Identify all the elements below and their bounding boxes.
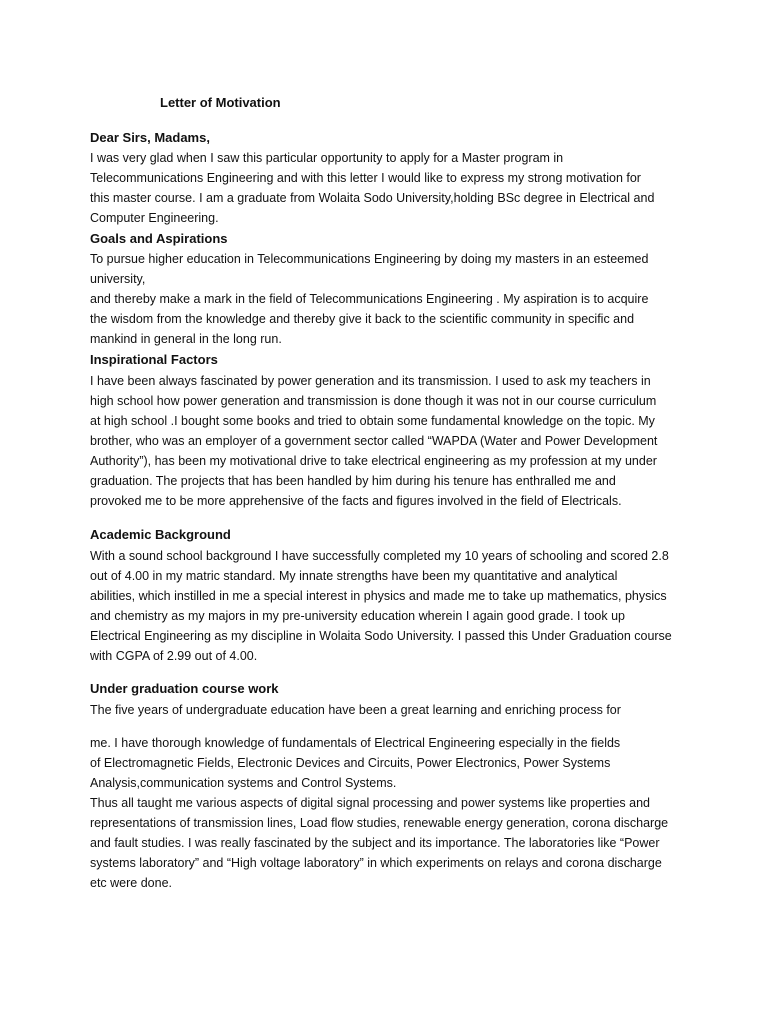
section-heading-goals: Goals and Aspirations <box>90 231 228 246</box>
paragraph-line: With a sound school background I have successfully completed my 10 years of schooling and scored 2.8 <box>90 549 669 563</box>
paragraph-line: brother, who was an employer of a government sector called “WAPDA (Water and Power Development <box>90 434 658 449</box>
paragraph-line: Computer Engineering. <box>90 211 219 226</box>
coursework-paragraph <box>90 733 690 893</box>
document-title: Letter of Motivation <box>160 95 281 110</box>
inspiration-paragraph <box>90 371 690 511</box>
paragraph-line: To pursue higher education in Telecommunications Engineering by doing my masters in an esteemed <box>90 252 649 266</box>
intro-paragraph <box>90 148 690 228</box>
coursework-first-line <box>90 700 690 720</box>
section-heading-coursework: Under graduation course work <box>90 681 279 696</box>
paragraph-line: me. I have thorough knowledge of fundamentals of Electrical Engineering especially in the fields <box>90 736 621 750</box>
paragraph-line: and chemistry as my majors in my pre-university education wherein I again good grade. I took up <box>90 609 625 624</box>
paragraph-line: graduation. The projects that has been handled by him during his tenure has enthralled me and <box>90 474 616 489</box>
paragraph-line: etc were done. <box>90 876 172 891</box>
paragraph-line: and thereby make a mark in the field of Telecommunications Engineering . My aspiration is to acquire <box>90 292 649 307</box>
paragraph-line: this master course. I am a graduate from Wolaita Sodo University,holding BSc degree in Electrical and <box>90 191 655 206</box>
paragraph-line: and fault studies. I was really fascinated by the subject and its importance. The laboratories like “Power <box>90 836 660 851</box>
paragraph-line: with CGPA of 2.99 out of 4.00. <box>90 649 258 664</box>
section-heading-inspiration: Inspirational Factors <box>90 352 218 367</box>
paragraph-line: university, <box>90 272 146 287</box>
paragraph-line: high school how power generation and transmission is done though it was not in our course curriculum <box>90 394 657 409</box>
paragraph-line: The five years of undergraduate education have been a great learning and enriching process for <box>90 703 621 717</box>
goals-paragraph <box>90 249 690 349</box>
paragraph-line: of Electromagnetic Fields, Electronic Devices and Circuits, Power Electronics, Power Systems <box>90 756 611 771</box>
paragraph-line: I have been always fascinated by power generation and its transmission. I used to ask my teachers in <box>90 374 651 388</box>
paragraph-line: out of 4.00 in my matric standard. My innate strengths have been my quantitative and analytical <box>90 569 618 584</box>
paragraph-line: representations of transmission lines, Load flow studies, renewable energy generation, corona discharge <box>90 816 669 831</box>
paragraph-line: at high school .I bought some books and tried to obtain some fundamental knowledge on the topic. My <box>90 414 655 429</box>
paragraph-line: I was very glad when I saw this particular opportunity to apply for a Master program in <box>90 151 564 165</box>
paragraph-line: systems laboratory” and “High voltage laboratory” in which experiments on relays and corona discharge <box>90 856 662 871</box>
paragraph-line: Electrical Engineering as my discipline in Wolaita Sodo University. I passed this Under Graduation course <box>90 629 672 644</box>
paragraph-line: Authority”), has been my motivational drive to take electrical engineering as my profession at my under <box>90 454 657 469</box>
salutation: Dear Sirs, Madams, <box>90 130 210 145</box>
paragraph-line: Thus all taught me various aspects of digital signal processing and power systems like properties and <box>90 796 651 811</box>
paragraph-line: Telecommunications Engineering and with this letter I would like to express my strong motivation for <box>90 171 641 186</box>
paragraph-line: the wisdom from the knowledge and thereby give it back to the scientific community in specific and <box>90 312 635 327</box>
academic-paragraph <box>90 546 690 666</box>
section-heading-academic: Academic Background <box>90 527 231 542</box>
paragraph-line: abilities, which instilled in me a special interest in physics and made me to take up mathematics, physics <box>90 589 667 604</box>
paragraph-line: Analysis,communication systems and Control Systems. <box>90 776 397 791</box>
paragraph-line: mankind in general in the long run. <box>90 332 282 347</box>
paragraph-line: provoked me to be more apprehensive of the facts and figures involved in the field of Electricals. <box>90 494 622 509</box>
